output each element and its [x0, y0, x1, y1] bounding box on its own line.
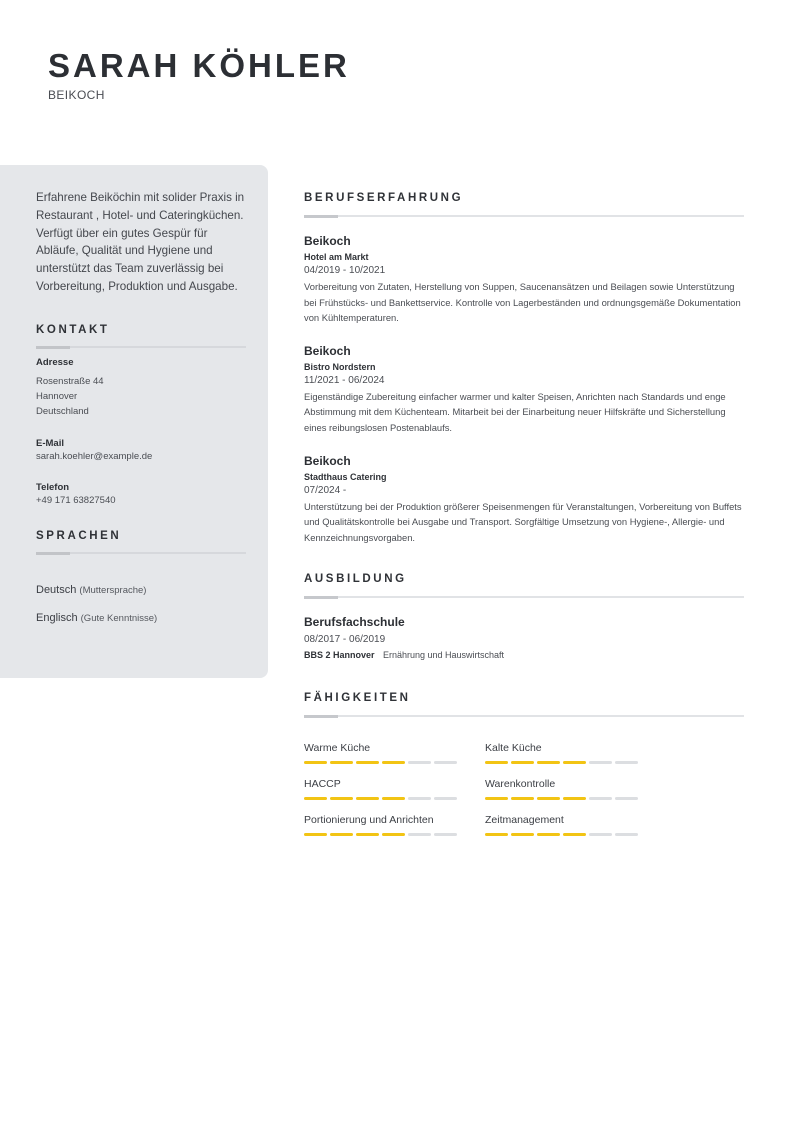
- skill-segment-filled: [330, 833, 353, 836]
- skill-item: [304, 778, 485, 800]
- skill-segment-empty: [434, 833, 457, 836]
- main-content: [304, 192, 744, 836]
- skill-segment-filled: [304, 833, 327, 836]
- skill-segment-empty: [589, 761, 612, 764]
- job-title: Beikoch: [304, 453, 351, 468]
- email-label: E-Mail: [36, 437, 64, 449]
- skill-segment-empty: [434, 797, 457, 800]
- skills-heading: FÄHIGKEITEN: [304, 692, 411, 705]
- skill-segment-filled: [304, 797, 327, 800]
- skill-name: HACCP: [304, 778, 341, 791]
- skill-segment-filled: [563, 761, 586, 764]
- skill-level-bar: [304, 761, 485, 764]
- job-entry: [304, 454, 744, 546]
- skill-segment-empty: [615, 797, 638, 800]
- job-title: Beikoch: [304, 234, 351, 248]
- job-entry: [304, 234, 744, 326]
- skill-level-bar: [304, 833, 485, 836]
- skill-segment-filled: [382, 761, 405, 764]
- skill-name: Warme Küche: [304, 742, 371, 755]
- skill-level-bar: [485, 761, 666, 764]
- skill-segment-empty: [589, 833, 612, 836]
- skills-divider: [304, 715, 744, 717]
- skill-segment-filled: [563, 833, 586, 836]
- education-school: BBS 2 Hannover: [304, 650, 375, 661]
- email-value: sarah.koehler@example.de: [36, 450, 153, 462]
- language-name: Englisch: [36, 611, 78, 624]
- experience-divider: [304, 215, 744, 217]
- job-entry: [304, 344, 744, 436]
- skill-segment-filled: [537, 797, 560, 800]
- education-divider: [304, 596, 744, 598]
- skill-segment-filled: [382, 797, 405, 800]
- language-name: Deutsch: [36, 583, 77, 596]
- address-line: Rosenstraße 44: [36, 375, 104, 387]
- skill-item: [485, 814, 666, 836]
- skill-segment-filled: [304, 761, 327, 764]
- languages-divider: [36, 552, 246, 554]
- skill-segment-empty: [408, 833, 431, 836]
- job-role: BEIKOCH: [48, 88, 105, 102]
- job-company: Hotel am Markt: [304, 252, 369, 262]
- skill-name: Portionierung und Anrichten: [304, 814, 434, 827]
- profile-summary: Erfahrene Beiköchin mit solider Praxis in Restaurant , Hotel- und Cateringküchen. Verfügt über ein gutes Gespür für Abläufe, Qualität und Hygiene und unterstützt das Team zuverlässig bei Vorbereitung, Produktion und Ausgabe.: [36, 191, 245, 293]
- language-level: (Gute Kenntnisse): [80, 612, 158, 624]
- job-description: Eigenständige Zubereitung einfacher warmer und kalter Speisen, Anrichten nach Standards und enge Abstimmung mit dem Küchenteam. Mitarbeit bei der Einarbeitung neuer Hilfskräfte und Sicherstellung eines reibungslosen Postenablaufs.: [304, 390, 726, 433]
- job-company: Bistro Nordstern: [304, 361, 376, 372]
- resume-header: [48, 48, 350, 102]
- skill-item: [304, 742, 485, 764]
- skill-segment-filled: [485, 797, 508, 800]
- skill-segment-filled: [511, 761, 534, 764]
- job-title: Beikoch: [304, 343, 351, 358]
- language-item: [36, 612, 246, 624]
- skill-level-bar: [304, 797, 485, 800]
- skill-segment-filled: [537, 761, 560, 764]
- skill-segment-filled: [485, 761, 508, 764]
- language-item: [36, 584, 246, 596]
- phone-label: Telefon: [36, 481, 70, 493]
- education-entry: [304, 615, 744, 662]
- skill-segment-filled: [563, 797, 586, 800]
- skill-segment-filled: [356, 797, 379, 800]
- contact-heading: KONTAKT: [36, 323, 110, 336]
- skill-level-bar: [485, 833, 666, 836]
- sidebar: [0, 165, 268, 678]
- skill-level-bar: [485, 797, 666, 800]
- skill-segment-filled: [330, 797, 353, 800]
- skill-segment-empty: [615, 833, 638, 836]
- job-company: Stadthaus Catering: [304, 471, 387, 482]
- skill-name: Warenkontrolle: [485, 778, 556, 791]
- skill-segment-filled: [382, 833, 405, 836]
- education-heading: AUSBILDUNG: [304, 573, 407, 586]
- skill-segment-filled: [356, 761, 379, 764]
- education-field: Ernährung und Hauswirtschaft: [382, 650, 505, 661]
- job-description: Vorbereitung von Zutaten, Herstellung von Suppen, Saucenansätzen und Beilagen sowie Unterstützung bei Frühstücks- und Bankettservice. Kontrolle von Lagerbeständen und ordnungsgemäße Dokumentation von Kühltemperaturen.: [304, 281, 741, 324]
- contact-divider: [36, 346, 246, 348]
- experience-heading: BERUFSERFAHRUNG: [304, 192, 464, 204]
- job-dates: 04/2019 - 10/2021: [304, 265, 386, 276]
- education-dates: 08/2017 - 06/2019: [304, 634, 386, 646]
- skill-item: [304, 814, 485, 836]
- skill-segment-empty: [434, 761, 457, 764]
- skill-item: [485, 778, 666, 800]
- skill-segment-empty: [589, 797, 612, 800]
- skill-segment-filled: [485, 833, 508, 836]
- education-title: Berufsfachschule: [304, 615, 405, 630]
- languages-heading: SPRACHEN: [36, 529, 122, 542]
- skill-name: Kalte Küche: [485, 742, 542, 755]
- skill-segment-filled: [356, 833, 379, 836]
- job-dates: 07/2024 -: [304, 484, 347, 496]
- skill-segment-filled: [537, 833, 560, 836]
- person-name: SARAH KÖHLER: [48, 47, 350, 84]
- address-line: Deutschland: [36, 405, 89, 417]
- skill-name: Zeitmanagement: [485, 814, 564, 827]
- skill-item: [485, 742, 666, 764]
- skill-segment-filled: [330, 761, 353, 764]
- job-dates: 11/2021 - 06/2024: [304, 374, 385, 386]
- phone-value: +49 171 63827540: [36, 494, 116, 506]
- address-label: Adresse: [36, 356, 74, 368]
- skill-segment-filled: [511, 833, 534, 836]
- language-level: (Muttersprache): [79, 584, 147, 596]
- skill-segment-empty: [408, 761, 431, 764]
- skill-segment-filled: [511, 797, 534, 800]
- skills-grid: [304, 742, 744, 836]
- skill-segment-empty: [408, 797, 431, 800]
- address-line: Hannover: [36, 390, 78, 402]
- skill-segment-empty: [615, 761, 638, 764]
- job-description: Unterstützung bei der Produktion größerer Speisenmengen für Veranstaltungen, Vorbereitung von Buffets und Qualitätskontrolle bei Ausgabe und Transport. Sorgfältige Umsetzung von Hygiene-, Allergie- und Kennzeichnungsvorgaben.: [304, 500, 742, 543]
